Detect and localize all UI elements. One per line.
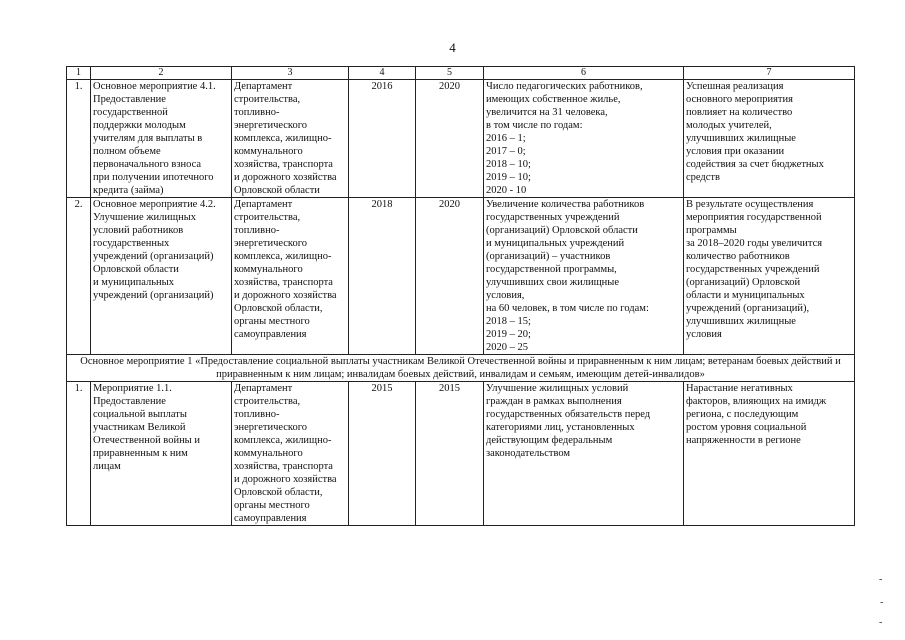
- result-cell: В результате осуществления мероприятия государственной программы за 2018–2020 годы увеличится количество работников государственных учреждений (организаций) Орловской области и муниципальных учреждений (организаций), улучшивших жилищные условия: [684, 198, 855, 355]
- table-row: [67, 382, 855, 526]
- executor-cell: Департамент строительства, топливно- энергетического комплекса, жилищно- коммунального хозяйства, транспорта и дорожного хозяйства Орловской области, органы местного самоуправления: [232, 198, 349, 355]
- indicator-cell: Увеличение количества работников государственных учреждений (организаций) Орловской области и муниципальных учреждений (организаций) – участников государственной программы, улучшивших свои жилищные условия, на 60 человек, в том числе по годам: 2018 – 15; 2019 – 20; 2020 – 25: [484, 198, 684, 355]
- scan-mark: ‐: [879, 617, 883, 628]
- section-title: Основное мероприятие 1 «Предоставление социальной выплаты участникам Великой Отечественной войны и приравненным к ним лицам; ветеранам боевых действий и приравненным к ним лицам; инвалидам боевых действий, инвалидам и семьям, имеющим детей-инвалидов»: [67, 355, 855, 382]
- executor-cell: Департамент строительства, топливно- энергетического комплекса, жилищно- коммунального хозяйства, транспорта и дорожного хозяйства Орловской области, органы местного самоуправления: [232, 382, 349, 526]
- table-row: [67, 80, 855, 198]
- column-header: 7: [684, 67, 855, 80]
- indicator-cell: Число педагогических работников, имеющих собственное жилье, увеличится на 31 человека, в том числе по годам: 2016 – 1; 2017 – 0; 2018 – 10; 2019 – 10; 2020 - 10: [484, 80, 684, 198]
- table-row: [67, 198, 855, 355]
- program-table: [66, 66, 855, 526]
- measure-cell: Основное мероприятие 4.1. Предоставление государственной поддержки молодым учителям для выплаты в полном объеме первоначального взноса при получении ипотечного кредита (займа): [91, 80, 232, 198]
- column-header: 1: [67, 67, 91, 80]
- start-year-cell: 2018: [349, 198, 416, 355]
- result-cell: Нарастание негативных факторов, влияющих на имидж региона, с последующим ростом уровня социальной напряженности в регионе: [684, 382, 855, 526]
- measure-cell: Основное мероприятие 4.2. Улучшение жилищных условий работников государственных учреждений (организаций) Орловской области и муниципальных учреждений (организаций): [91, 198, 232, 355]
- executor-cell: Департамент строительства, топливно- энергетического комплекса, жилищно- коммунального хозяйства, транспорта и дорожного хозяйства Орловской области: [232, 80, 349, 198]
- scan-mark: ‐: [880, 597, 884, 608]
- result-cell: Успешная реализация основного мероприятия повлияет на количество молодых учителей, улучшивших жилищные условия при оказании содействия за счет бюджетных средств: [684, 80, 855, 198]
- end-year-cell: 2020: [416, 80, 484, 198]
- row-number-cell: 1.: [67, 382, 91, 526]
- end-year-cell: 2020: [416, 198, 484, 355]
- start-year-cell: 2016: [349, 80, 416, 198]
- scan-mark: ‐: [879, 574, 883, 585]
- column-header: 2: [91, 67, 232, 80]
- page-number: 4: [449, 40, 456, 55]
- section-row: [67, 355, 855, 382]
- row-number-cell: 1.: [67, 80, 91, 198]
- measure-cell: Мероприятие 1.1. Предоставление социальной выплаты участникам Великой Отечественной войны и приравненным к ним лицам: [91, 382, 232, 526]
- end-year-cell: 2015: [416, 382, 484, 526]
- indicator-cell: Улучшение жилищных условий граждан в рамках выполнения государственных обязательств перед категориями лиц, установленных действующим федеральным законодательством: [484, 382, 684, 526]
- row-number-cell: 2.: [67, 198, 91, 355]
- table-header-row: [67, 67, 855, 80]
- column-header: 5: [416, 67, 484, 80]
- start-year-cell: 2015: [349, 382, 416, 526]
- column-header: 6: [484, 67, 684, 80]
- column-header: 4: [349, 67, 416, 80]
- column-header: 3: [232, 67, 349, 80]
